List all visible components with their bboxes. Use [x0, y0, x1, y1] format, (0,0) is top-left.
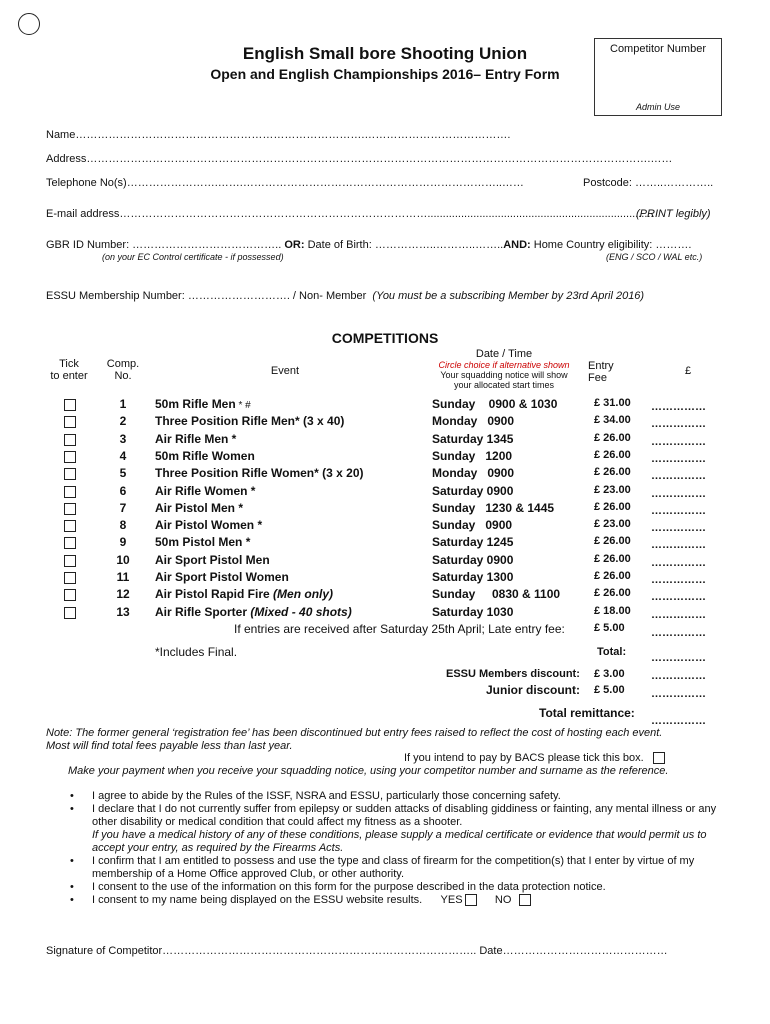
tick-checkbox[interactable]	[64, 486, 76, 498]
table-row	[0, 605, 770, 622]
table-row	[0, 553, 770, 570]
event-label: Air Rifle Sporter	[155, 604, 251, 619]
event-label: 50m Pistol Men *	[155, 535, 251, 550]
entry-fee: £ 26.00	[594, 570, 631, 582]
amount-field[interactable]: ……………	[651, 452, 706, 465]
event-datetime[interactable]: Sunday 0900 & 1030	[432, 397, 558, 411]
tick-checkbox[interactable]	[64, 607, 76, 619]
late-entry-fee: £ 5.00	[594, 622, 625, 634]
table-row	[0, 484, 770, 501]
total-field[interactable]: ……………	[651, 652, 706, 664]
header-fee-label: Fee	[588, 372, 607, 384]
declaration-text: I agree to abide by the Rules of the ISSF, NSRA and ESSU, particularly those concerning safety.	[92, 790, 561, 802]
event-datetime[interactable]: Saturday 1245	[432, 535, 514, 550]
gbr-note: (on your EC Control certificate - if possessed)	[102, 252, 284, 262]
name-field[interactable]: Name…………………………………………………………………….………………………………….	[46, 129, 511, 141]
table-row	[0, 466, 770, 483]
event-suffix: (Men only)	[273, 587, 334, 602]
header-datetime	[418, 348, 590, 390]
entry-fee: £ 26.00	[594, 448, 631, 461]
event-datetime[interactable]: Sunday 1200	[432, 448, 513, 463]
bacs-checkbox[interactable]	[653, 752, 665, 764]
comp-number: 12	[116, 587, 130, 602]
comp-number: 9	[119, 535, 127, 550]
header-squad-note1: Your squadding notice will show	[440, 370, 568, 380]
tick-checkbox[interactable]	[64, 416, 76, 428]
header-tick-label: Tick	[59, 358, 79, 370]
event-label: Air Pistol Women *	[155, 518, 263, 533]
event-name	[155, 484, 255, 498]
form-subtitle: Open and English Championships 2016– Entry Form	[210, 66, 560, 82]
entry-fee: £ 34.00	[594, 414, 631, 427]
declarations-list	[70, 790, 730, 907]
tick-checkbox[interactable]	[64, 503, 76, 515]
amount-field[interactable]: ……………	[651, 608, 706, 621]
header-entry-fee	[588, 360, 628, 384]
comp-number: 6	[119, 483, 127, 498]
comp-number: 11	[116, 570, 130, 584]
header-comp-label2: No.	[114, 370, 132, 382]
fee-note-line2: Most will find total fees payable less than last year.	[46, 740, 293, 752]
declaration-text: I consent to my name being displayed on the ESSU website results.	[92, 894, 423, 906]
entry-fee: £ 23.00	[594, 518, 631, 531]
event-name	[155, 397, 251, 411]
declaration-item	[70, 881, 730, 894]
declaration-item	[70, 803, 730, 855]
header-circle-note: Circle choice if alternative shown	[438, 360, 570, 370]
country-note: (ENG / SCO / WAL etc.)	[606, 252, 703, 262]
table-row	[0, 535, 770, 552]
payment-note: Make your payment when you receive your squadding notice, using your competitor number and surname as the reference.	[68, 765, 669, 777]
header-entry-label: Entry	[588, 360, 614, 372]
remittance-field[interactable]: ……………	[651, 715, 706, 727]
header-comp-label: Comp.	[106, 358, 140, 370]
amount-field[interactable]: ……………	[651, 418, 706, 431]
event-label: 50m Rifle Men	[155, 397, 236, 411]
junior-discount-field[interactable]: ……………	[651, 688, 706, 700]
event-name	[155, 414, 344, 428]
amount-field[interactable]: ……………	[651, 401, 706, 413]
corner-circle-icon	[18, 13, 40, 35]
table-row	[0, 570, 770, 587]
entry-fee: £ 31.00	[594, 397, 631, 409]
amount-field[interactable]: ……………	[651, 470, 706, 483]
declaration-item	[70, 855, 730, 881]
telephone-field[interactable]: Telephone No(s)…………………….…….……………………………………………………………..……	[46, 177, 524, 189]
comp-number: 13	[116, 604, 130, 619]
event-label: Air Rifle Women *	[155, 483, 256, 498]
amount-field[interactable]: ……………	[651, 435, 706, 448]
and-label: AND:	[503, 239, 531, 251]
competitions-title: COMPETITIONS	[331, 330, 439, 346]
members-discount-field[interactable]: ……………	[651, 670, 706, 682]
id-line	[46, 239, 691, 251]
entry-fee: £ 23.00	[594, 483, 631, 496]
table-row	[0, 587, 770, 604]
header-datetime-label: Date / Time	[475, 348, 533, 360]
amount-field[interactable]: ……………	[651, 522, 706, 535]
header-event: Event	[270, 365, 300, 377]
event-datetime[interactable]: Saturday 1345	[432, 431, 514, 446]
event-datetime[interactable]: Saturday 1030	[432, 604, 514, 619]
comp-number: 2	[119, 414, 127, 429]
event-name	[155, 535, 250, 549]
address-field[interactable]: Address……………………………………………………………………………………………………………………………………….……	[46, 153, 673, 165]
event-name	[155, 605, 352, 619]
comp-number: 7	[119, 500, 127, 515]
event-datetime[interactable]: Sunday 1230 & 1445	[432, 500, 555, 515]
event-datetime[interactable]: Saturday 0900	[432, 483, 514, 498]
event-datetime[interactable]: Monday 0900	[432, 466, 515, 481]
no-checkbox[interactable]	[519, 894, 531, 906]
event-label: Air Pistol Rapid Fire	[155, 587, 274, 602]
declaration-item	[70, 894, 730, 907]
tick-checkbox[interactable]	[64, 572, 76, 584]
tick-checkbox[interactable]	[64, 451, 76, 463]
entry-fee: £ 26.00	[594, 587, 631, 600]
junior-discount-label: Junior discount:	[486, 683, 580, 697]
event-label: Air Pistol Men *	[155, 500, 244, 515]
gbr-id-field[interactable]: GBR ID Number: …………………………………..	[46, 239, 282, 251]
header-tick-label2: to enter	[50, 370, 88, 382]
tick-checkbox[interactable]	[64, 589, 76, 601]
junior-discount-value: £ 5.00	[594, 684, 625, 696]
entry-fee: £ 18.00	[594, 604, 631, 617]
table-row	[0, 397, 770, 414]
tick-checkbox[interactable]	[64, 434, 76, 446]
entry-fee: £ 26.00	[594, 466, 631, 479]
amount-field[interactable]: ……………	[651, 487, 706, 500]
membership-field[interactable]: ESSU Membership Number: ………………………. / Non- Member	[46, 290, 367, 302]
competitor-number-label: Competitor Number	[610, 43, 706, 55]
fee-note-line1: Note: The former general ‘registration fee’ has been discontinued but entry fees raised to reflect the cost of hosting each event.	[46, 727, 663, 739]
event-label: Air Rifle Men *	[155, 431, 237, 446]
competitor-number-box[interactable]	[594, 38, 722, 116]
total-label: Total:	[597, 646, 627, 658]
email-note: (PRINT legibly)	[636, 208, 711, 220]
event-label: Three Position Rifle Men* (3 x 40)	[155, 414, 345, 429]
tick-checkbox[interactable]	[64, 520, 76, 532]
form-title: English Small bore Shooting Union	[242, 44, 528, 63]
header-squad-note2: your allocated start times	[453, 380, 555, 390]
event-suffix: (Mixed - 40 shots)	[250, 604, 352, 619]
includes-final-note: *Includes Final.	[155, 645, 238, 659]
tick-checkbox[interactable]	[64, 468, 76, 480]
table-row	[0, 432, 770, 449]
event-name	[155, 449, 255, 463]
yes-label: YES	[440, 894, 463, 906]
comp-number: 3	[119, 431, 127, 446]
table-row	[0, 518, 770, 535]
late-entry-text: If entries are received after Saturday 25th April; Late entry fee:	[234, 622, 565, 636]
entry-fee: £ 26.00	[594, 500, 631, 513]
table-row	[0, 414, 770, 431]
bullet-icon: •	[70, 855, 74, 867]
event-name	[155, 587, 333, 601]
home-country-field[interactable]: Home Country eligibility: ……….	[533, 239, 692, 251]
event-name	[155, 553, 270, 567]
amount-field[interactable]: ……………	[651, 591, 706, 604]
bullet-icon: •	[70, 894, 74, 906]
event-datetime[interactable]: Sunday 0830 & 1100	[432, 587, 561, 602]
entry-fee: £ 26.00	[594, 431, 631, 444]
event-name	[155, 570, 289, 584]
comp-number: 5	[119, 466, 127, 481]
event-datetime[interactable]: Sunday 0900	[432, 518, 513, 533]
event-name	[155, 518, 262, 532]
comp-number: 10	[116, 552, 130, 567]
membership-line	[46, 290, 644, 302]
bacs-line	[404, 752, 665, 764]
admin-use-label: Admin Use	[635, 102, 680, 112]
dob-field[interactable]: Date of Birth: ……………..………..……..	[307, 239, 504, 251]
declaration-text: I declare that I do not currently suffer from epilepsy or sudden attacks of disabling giddiness or fainting, any mental illness or any other disability or medical condition that could affect my fitness as a shooter.	[92, 803, 717, 828]
bullet-icon: •	[70, 790, 74, 802]
event-name	[155, 432, 236, 446]
amount-field[interactable]: ……………	[651, 504, 706, 517]
tick-checkbox[interactable]	[64, 399, 76, 411]
tick-checkbox[interactable]	[64, 537, 76, 549]
amount-field[interactable]: ……………	[651, 556, 706, 569]
entry-fee: £ 26.00	[594, 552, 631, 565]
comp-number: 4	[119, 448, 127, 463]
declaration-medical-note: If you have a medical history of any of these conditions, please supply a medical certificate or evidence that would permit us to accept your entry, as required by the Firearms Acts.	[92, 829, 707, 854]
event-suffix: * #	[235, 400, 251, 411]
event-label: Air Sport Pistol Men	[155, 552, 270, 567]
remittance-label: Total remittance:	[539, 706, 635, 720]
event-name	[155, 501, 243, 515]
or-label: OR:	[284, 239, 305, 251]
event-datetime[interactable]: Monday 0900	[432, 414, 515, 429]
event-datetime[interactable]: Saturday 1300	[432, 570, 514, 584]
bullet-icon: •	[70, 803, 74, 815]
event-label: Three Position Rifle Women* (3 x 20)	[155, 466, 364, 481]
membership-note: (You must be a subscribing Member by 23rd April 2016)	[372, 290, 645, 302]
table-row	[0, 501, 770, 518]
declaration-text: I confirm that I am entitled to possess and use the type and class of firearm for the competition(s) that I enter by virtue of my membership of a Home Office approved Club, or other authority.	[92, 855, 695, 880]
event-label: 50m Rifle Women	[155, 448, 255, 463]
header-tick	[44, 358, 94, 382]
yes-checkbox[interactable]	[465, 894, 477, 906]
bullet-icon: •	[70, 881, 74, 893]
tick-checkbox[interactable]	[64, 555, 76, 567]
email-field[interactable]: E-mail address…………………………………………………………………………..........................................................................	[46, 208, 654, 220]
header-pound: £	[684, 365, 692, 377]
declaration-text: I consent to the use of the information on this form for the purpose described in the data protection notice.	[92, 881, 606, 893]
event-name	[155, 466, 364, 480]
event-datetime[interactable]: Saturday 0900	[432, 552, 514, 567]
entry-fee: £ 26.00	[594, 535, 631, 548]
comp-number: 1	[119, 397, 127, 411]
event-label: Air Sport Pistol Women	[155, 570, 289, 584]
signature-line[interactable]: Signature of Competitor………………………………………………………………………….. Date………………………………………	[46, 945, 668, 957]
table-row	[0, 449, 770, 466]
comp-number: 8	[119, 518, 127, 533]
members-discount-label: ESSU Members discount:	[446, 668, 580, 680]
postcode-field[interactable]: Postcode: ……..…………..	[583, 177, 714, 189]
amount-field[interactable]: ……………	[651, 574, 706, 586]
late-entry-total[interactable]: ……………	[651, 627, 706, 639]
amount-field[interactable]: ……………	[651, 539, 706, 552]
no-label: NO	[494, 894, 512, 906]
declaration-item	[70, 790, 730, 803]
members-discount-value: £ 3.00	[594, 668, 625, 680]
header-comp	[98, 358, 148, 382]
bacs-text: If you intend to pay by BACS please tick this box.	[404, 752, 644, 764]
